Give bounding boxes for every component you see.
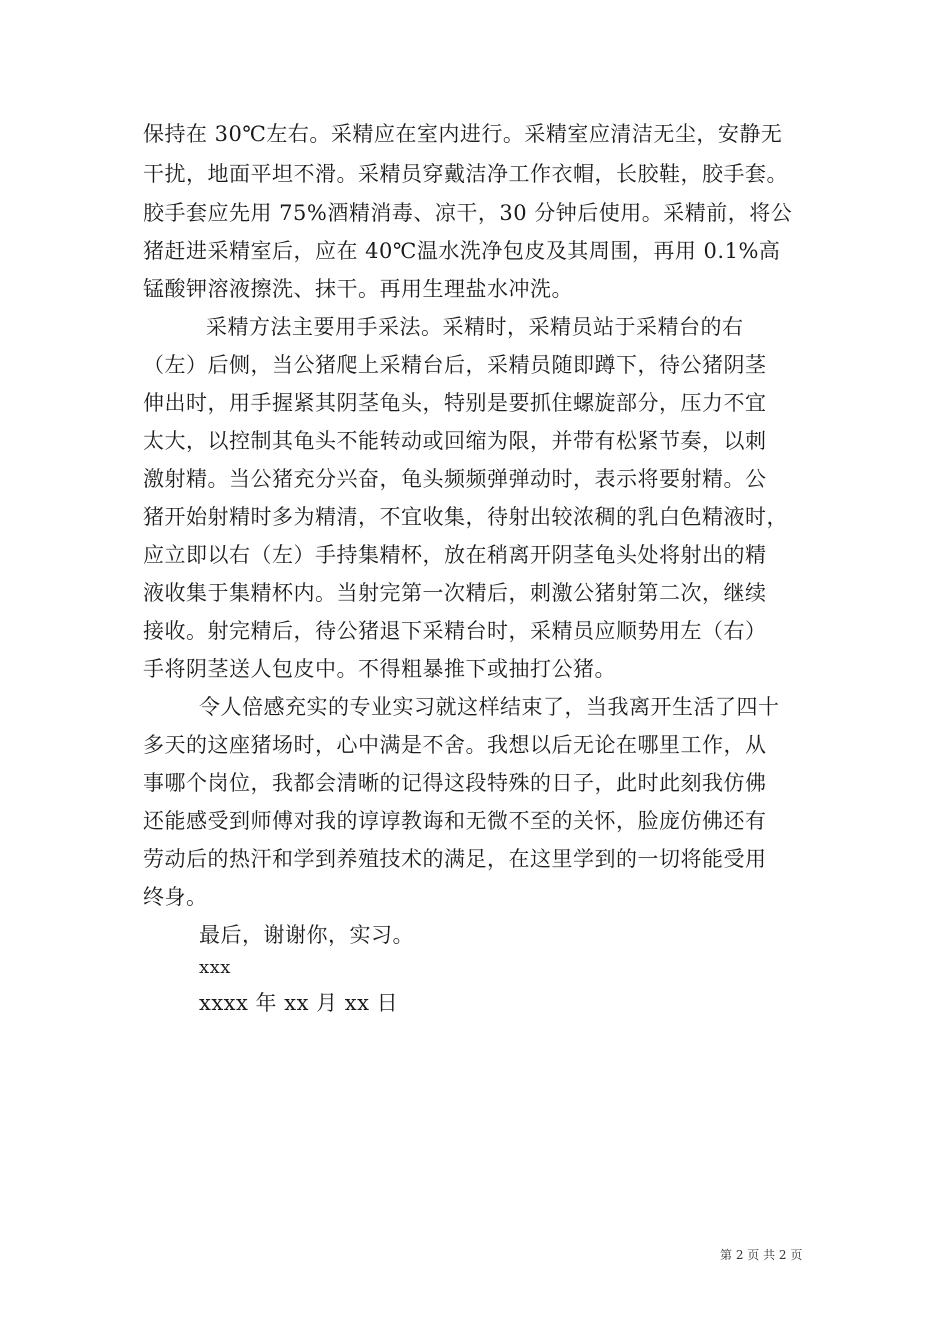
paragraph-2-line-5: 激射精。当公猪充分兴奋，龟头频频弹弹动时，表示将要射精。公 bbox=[143, 467, 767, 491]
paragraph-3-line-6: 终身。 bbox=[143, 885, 208, 909]
paragraph-1-line-4: 猪赶进采精室后，应在 40℃温水洗净包皮及其周围，再用 0.1%高 bbox=[143, 239, 781, 263]
signature-date: xxxx 年 xx 月 xx 日 bbox=[199, 991, 399, 1015]
paragraph-3-line-5: 劳动后的热汗和学到养殖技术的满足，在这里学到的一切将能受用 bbox=[143, 847, 767, 871]
paragraph-2-line-4: 太大，以控制其龟头不能转动或回缩为限，并带有松紧节奏，以刺 bbox=[143, 429, 767, 453]
paragraph-1-line-1: 保持在 30℃左右。采精应在室内进行。采精室应清洁无尘，安静无 bbox=[143, 122, 783, 146]
paragraph-2-line-2: （左）后侧，当公猪爬上采精台后，采精员随即蹲下，待公猪阴茎 bbox=[143, 353, 767, 377]
paragraph-2-line-7: 应立即以右（左）手持集精杯，放在稍离开阴茎龟头处将射出的精 bbox=[143, 543, 767, 567]
closing-line: 最后，谢谢你，实习。 bbox=[199, 923, 414, 947]
paragraph-3-line-3: 事哪个岗位，我都会清晰的记得这段特殊的日子，此时此刻我仿佛 bbox=[143, 771, 767, 795]
paragraph-1-line-5: 锰酸钾溶液擦洗、抹干。再用生理盐水冲洗。 bbox=[143, 277, 573, 301]
paragraph-1-line-3: 胶手套应先用 75%酒精消毒、凉干，30 分钟后使用。采精前，将公 bbox=[143, 201, 793, 225]
paragraph-1-line-2: 干扰，地面平坦不滑。采精员穿戴洁净工作衣帽，长胶鞋，胶手套。 bbox=[143, 162, 788, 186]
paragraph-2-line-10: 手将阴茎送人包皮中。不得粗暴推下或抽打公猪。 bbox=[143, 657, 616, 681]
paragraph-3-line-2: 多天的这座猪场时，心中满是不舍。我想以后无论在哪里工作，从 bbox=[143, 733, 767, 757]
paragraph-3-line-1: 令人倍感充实的专业实习就这样结束了，当我离开生活了四十 bbox=[199, 695, 780, 719]
paragraph-3-line-4: 还能感受到师傅对我的谆谆教诲和无微不至的关怀，脸庞仿佛还有 bbox=[143, 809, 767, 833]
signature-name: xxx bbox=[199, 957, 231, 978]
paragraph-2-line-9: 接收。射完精后，待公猪退下采精台时，采精员应顺势用左（右） bbox=[143, 619, 767, 643]
paragraph-2-line-3: 伸出时，用手握紧其阴茎龟头，特别是要抓住螺旋部分，压力不宜 bbox=[143, 391, 767, 415]
paragraph-2-line-8: 液收集于集精杯内。当射完第一次精后，刺激公猪射第二次，继续 bbox=[143, 581, 767, 605]
paragraph-2-line-1: 采精方法主要用手采法。采精时，采精员站于采精台的右 bbox=[206, 315, 744, 339]
paragraph-2-line-6: 猪开始射精时多为精清，不宜收集，待射出较浓稠的乳白色精液时， bbox=[143, 505, 788, 529]
page-number-footer: 第 2 页 共 2 页 bbox=[720, 1248, 803, 1262]
